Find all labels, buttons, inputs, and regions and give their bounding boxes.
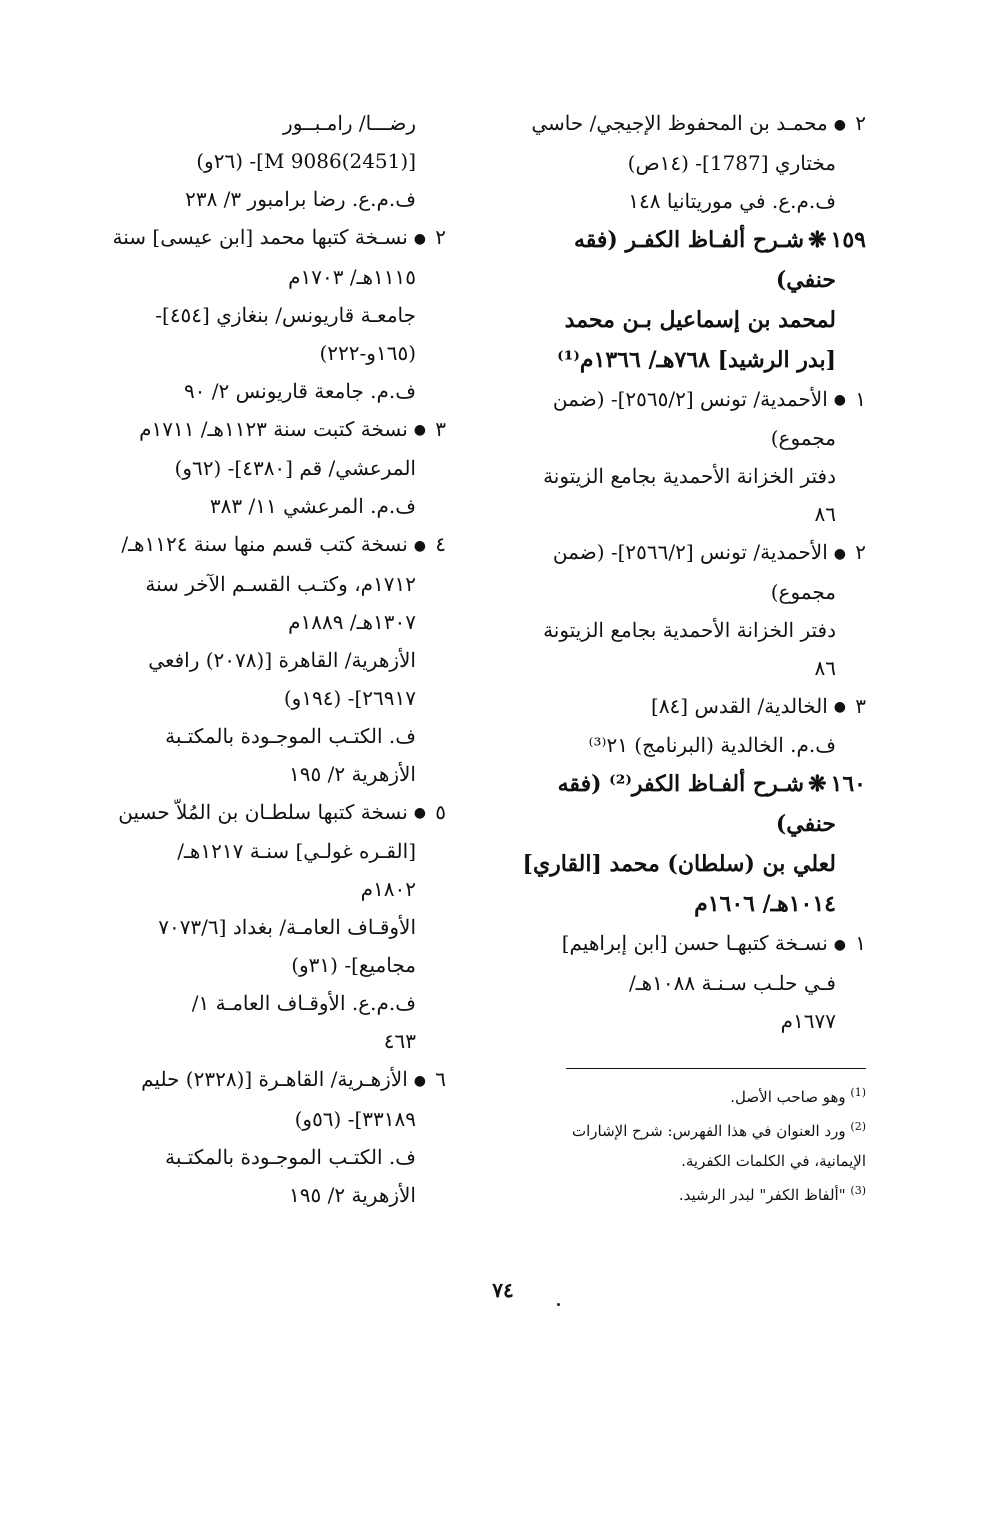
item-text: نسخة كتبت سنة ١١٢٣هـ/ ١٧١١م bbox=[139, 416, 408, 441]
item-number: ٢ bbox=[855, 111, 866, 135]
footnote bbox=[526, 1146, 866, 1176]
manuscript-item bbox=[141, 410, 446, 450]
manuscript-item bbox=[526, 533, 866, 573]
entry-author-line: لمحمد بن إسماعيل بـن محمد bbox=[564, 306, 836, 333]
entry-author-line: ١٠١٤هـ/ ١٦٠٦م bbox=[694, 891, 836, 917]
footnote-text: الإيمانية، في الكلمات الكفرية. bbox=[681, 1152, 866, 1170]
manuscript-item bbox=[526, 104, 866, 144]
item-text: محمـد بن المحفوظ الإجيجي/ حاسي bbox=[531, 111, 828, 135]
text-line: دفتر الخزانة الأحمدية بجامع الزيتونة bbox=[543, 617, 836, 642]
speck-mark bbox=[557, 1303, 560, 1306]
item-number: ٥ bbox=[435, 799, 446, 824]
star-icon: ❋ bbox=[808, 226, 827, 253]
text-line: ١٧١٢م، وكتـب القسـم الآخر سنة bbox=[145, 571, 416, 596]
text-line: ف.م.ع. في موريتانيا ١٤٨ bbox=[628, 188, 836, 213]
text-line: مختاري [1787]- (١٤ص) bbox=[627, 150, 836, 175]
footnote-mark: (1) bbox=[850, 1086, 866, 1099]
entry-heading bbox=[526, 764, 866, 804]
footnote-text: وهو صاحب الأصل. bbox=[730, 1088, 846, 1106]
bullet-icon: ● bbox=[833, 392, 846, 408]
bullet-icon: ● bbox=[833, 699, 846, 715]
item-text: نسـخة كتبها محمد [ابن عيسى] سنة bbox=[112, 225, 408, 249]
bullet-icon: ● bbox=[413, 1072, 426, 1089]
entry-author-line: حنفي) bbox=[775, 266, 836, 293]
item-number: ٤ bbox=[435, 532, 446, 556]
text-line: مجموع) bbox=[770, 579, 836, 604]
footnote bbox=[526, 1176, 866, 1210]
right-column bbox=[522, 104, 866, 1040]
entry-number: ١٥٩ bbox=[830, 226, 866, 253]
item-text: نسخة كتبها سلطـان بن المُلاّ حسين bbox=[118, 799, 408, 824]
text-line: ف.م. المرعشي ١١/ ٣٨٣ bbox=[209, 494, 416, 518]
text-line: ١١١٥هـ/ ١٧٠٣م bbox=[288, 264, 416, 289]
manuscript-item bbox=[141, 1060, 446, 1100]
item-number: ١ bbox=[855, 931, 866, 955]
bullet-icon: ● bbox=[413, 805, 426, 821]
text-line: رضـــا/ رامـبــور bbox=[283, 111, 416, 135]
text-line: ف. الكتـب الموجـودة بالمكتـبة bbox=[165, 723, 416, 748]
text-line: ف.م. جامعة قاريونس ٢/ ٩٠ bbox=[183, 378, 416, 403]
text-line: [القـره غولـي] سنـة ١٢١٧هـ/ bbox=[177, 839, 416, 863]
text-line: الأزهرية ٢/ ١٩٥ bbox=[289, 1182, 416, 1207]
footnote-text: "ألفاظ الكفر" لبدر الرشيد. bbox=[678, 1186, 846, 1204]
manuscript-item bbox=[112, 218, 446, 258]
text-line: ٨٦ bbox=[814, 502, 836, 526]
text-line: ١٦٧٧م bbox=[780, 1008, 836, 1033]
star-icon: ❋ bbox=[808, 771, 827, 797]
item-number: ١ bbox=[855, 386, 866, 411]
bullet-icon: ● bbox=[833, 936, 846, 953]
text-line: ٤٦٣ bbox=[383, 1029, 416, 1053]
footnote-mark: (3) bbox=[850, 1184, 866, 1197]
item-text: الأزهـرية/ القاهـرة [(٢٣٢٨) حليم bbox=[141, 1067, 408, 1091]
item-number: ٣ bbox=[435, 416, 446, 441]
entry-author-line: حنفي) bbox=[775, 811, 836, 837]
item-text: الأحمدية/ تونس [٢٥٦٦/٢]- (ضمن bbox=[552, 540, 828, 564]
bullet-icon: ● bbox=[833, 116, 846, 133]
entry-author-line: [بدر الرشيد] ٧٦٨هـ/ ١٣٦٦م⁽¹⁾ bbox=[557, 346, 836, 373]
text-line: (١٦٥و-٢٢٢) bbox=[319, 340, 416, 365]
bullet-icon: ● bbox=[413, 537, 426, 554]
text-line: مجموع) bbox=[770, 426, 836, 450]
text-line: المرعشي/ قم [٤٣٨٠]- (٦٢و) bbox=[174, 456, 416, 480]
entry-heading bbox=[526, 220, 866, 260]
item-text: الخالدية/ القدس [٨٤] bbox=[651, 693, 828, 718]
text-line: دفتر الخزانة الأحمدية بجامع الزيتونة bbox=[543, 464, 836, 488]
entry-author-line: لعلي بن (سلطان) محمد [القاري] bbox=[522, 851, 836, 877]
footnote-mark: (2) bbox=[850, 1120, 866, 1133]
manuscript-item bbox=[526, 924, 866, 964]
item-number: ٢ bbox=[435, 225, 446, 249]
text-line: الأزهرية/ القاهرة [(٢٠٧٨) رافعي bbox=[148, 647, 416, 672]
footnote bbox=[526, 1078, 866, 1112]
text-line: ف. الكتـب الموجـودة بالمكتـبة bbox=[165, 1144, 416, 1169]
footnote-separator bbox=[566, 1068, 866, 1069]
text-line: ٢٦٩١٧]- (١٩٤و) bbox=[283, 685, 416, 710]
text-line: ف.م. الخالدية (البرنامج) ٢١⁽³⁾ bbox=[588, 733, 836, 757]
entry-title: شـرح ألفـاظ الكفر⁽²⁾ (فقه bbox=[557, 771, 805, 797]
text-line: الأوقـاف العامـة/ بغداد [٧٠٧٣/٦ bbox=[158, 915, 416, 939]
footnote-text: ورد العنوان في هذا الفهرس: شرح الإشارات bbox=[571, 1122, 846, 1140]
item-text: نسـخة كتبهـا حسن [ابن إبراهيم] bbox=[561, 931, 828, 955]
manuscript-item bbox=[121, 525, 446, 565]
item-number: ٢ bbox=[855, 540, 866, 564]
page-number: ٧٤ bbox=[492, 1278, 514, 1302]
entry-number: ١٦٠ bbox=[830, 771, 866, 797]
text-line: ف.م.ع. الأوقـاف العامـة ١/ bbox=[191, 991, 416, 1015]
bullet-icon: ● bbox=[413, 422, 426, 438]
item-text: الأحمدية/ تونس [٢٥٦٥/٢]- (ضمن bbox=[552, 386, 828, 411]
text-line: ف.م.ع. رضا برامبور ٣/ ٢٣٨ bbox=[185, 187, 416, 211]
left-column bbox=[112, 104, 446, 1214]
text-line: ١٨٠٢م bbox=[360, 877, 416, 901]
footnote bbox=[526, 1112, 866, 1146]
bullet-icon: ● bbox=[413, 230, 426, 247]
item-number: ٦ bbox=[435, 1067, 446, 1091]
text-line: جامعـة قاريونس/ بنغازي [٤٥٤]- bbox=[155, 302, 416, 327]
entry-title: شـرح ألفـاظ الكفـر (فقه bbox=[573, 226, 805, 253]
manuscript-item bbox=[526, 687, 866, 727]
text-line: الأزهرية ٢/ ١٩٥ bbox=[289, 761, 416, 786]
manuscript-item bbox=[526, 380, 866, 420]
text-line: ٣٣١٨٩]- (٥٦و) bbox=[294, 1106, 416, 1131]
manuscript-item bbox=[118, 793, 446, 833]
item-text: نسخة كتب قسم منها سنة ١١٢٤هـ/ bbox=[121, 532, 408, 556]
text-line: مجاميع]- (٣١و) bbox=[291, 953, 416, 977]
text-line: ١٣٠٧هـ/ ١٨٨٩م bbox=[288, 609, 416, 634]
text-line: فـي حلـب سـنـة ١٠٨٨هـ/ bbox=[628, 970, 836, 995]
footnotes bbox=[526, 1078, 866, 1210]
item-number: ٣ bbox=[855, 693, 866, 718]
bullet-icon: ● bbox=[833, 545, 846, 562]
text-line: [M 9086(2451)]- (٢٦و) bbox=[196, 149, 416, 173]
text-line: ٨٦ bbox=[814, 655, 836, 680]
